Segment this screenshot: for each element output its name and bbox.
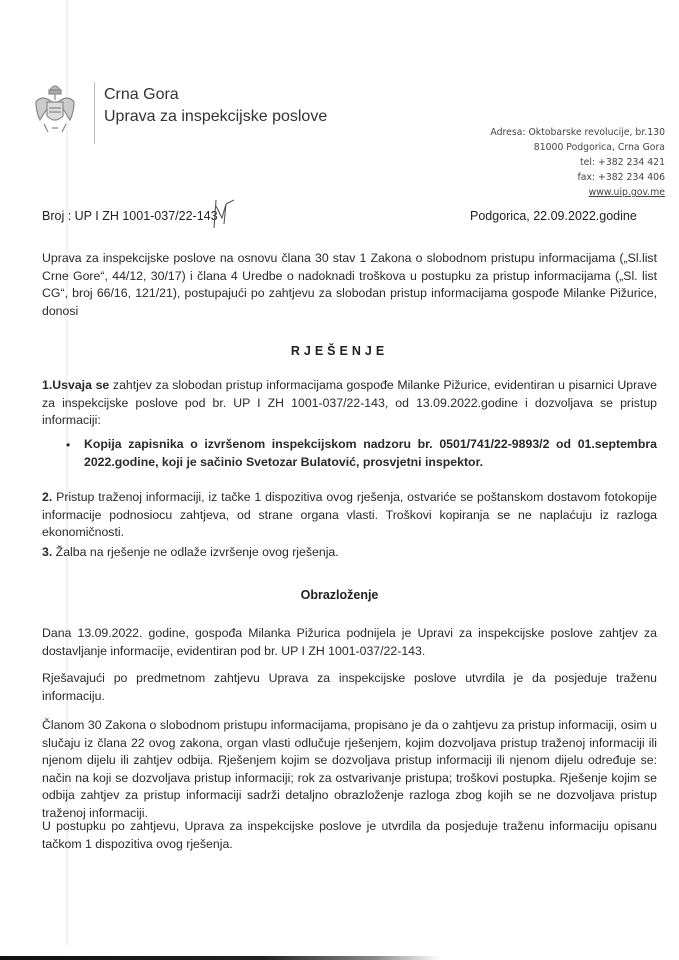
decision-title: RJEŠENJE [290,344,389,358]
item-3-lead: 3. [42,545,53,559]
city-line: 81000 Podgorica, Crna Gora [533,142,665,153]
item-2-lead: 2. [42,490,53,504]
item-1-lead: 1.Usvaja se [42,378,110,392]
fax-line: fax: +382 234 406 [577,172,665,183]
place-date: Podgorica, 22.09.2022.godine [470,209,637,223]
reference-number: Broj : UP I ZH 1001-037/22-143 [42,209,218,223]
phone-line: tel: +382 234 421 [580,157,665,168]
scan-edge-bar [0,956,440,960]
reasoning-paragraph-3: Članom 30 Zakona o slobodnom pristupu informacijama, propisano je da o zahtjevu za pristup informaciji, osim u slučaju iz člana 22 ovog zakona, organ vlasti odlučuje rješenjem, kojim dozvoljava pristup traženoj informaciji ili njenom dijelu ili zahtjev odbija. Rješenjem kojim se dozvoljava pristup informaciji ili njenom dijelu određuje se: način na koji se dozvoljava pristup informaciji; rok za ostvarivanje pristupa; troškovi postupka. Rješenje kojim se odbija zahtjev za pristup informaciji sadrži detaljno obrazloženje razloga zbog kojih se ne dozvoljava pristup traženoj informaciji. [42,718,657,820]
contact-block [425,125,665,200]
header-divider [94,82,95,144]
item-2-text: Pristup traženoj informaciji, iz tačke 1 dispozitiva ovog rješenja, ostvariće se poštanskom dostavom fotokopije informacije podnosiocu zahtjeva, od strane organa vlasti. Troškovi kopiranja se ne naplaćuju iz razloga ekonomičnosti. [42,490,657,539]
institution-name: Uprava za inspekcijske poslove [104,108,328,125]
intro-paragraph: Uprava za inspekcijske poslove na osnovu člana 30 stav 1 Zakona o slobodnom pristupu informacijama („Sl.list Crne Gore“, 44/12, 30/17) i člana 4 Uredbe o nadoknadi troškova u postupku za pristup informacijama („Sl. list CG“, broj 66/16, 121/21), postupajući po zahtjevu za slobodan pristup informacijama gospođe Milanke Pižurice, donosi [42,251,657,318]
address-line: Adresa: Oktobarske revolucije, br.130 [490,127,665,138]
reasoning-paragraph-4: U postupku po zahtjevu, Uprava za inspekcijske poslove je utvrdila da posjeduje traženu informaciju opisanu tačkom 1 dispozitiva ovog rješenja. [42,819,657,851]
website-link[interactable]: www.uip.gov.me [588,187,665,198]
reasoning-title: Obrazloženje [300,588,379,602]
decision-item-1 [42,377,657,430]
decision-bullet-item: Kopija zapisnika o izvršenom inspekcijskom nadzoru br. 0501/741/22-9893/2 od 01.septembra 2022.godine, koji je sačinio Svetozar Bulatović, prosvjetni inspektor. [84,437,657,469]
reasoning-paragraph-2: Rješavajući po predmetnom zahtjevu Uprava za inspekcijske poslove utvrdila je da posjeduje traženu informaciju. [42,671,657,703]
handwritten-mark-icon [208,196,238,230]
item-3-text: Žalba na rješenje ne odlaže izvršenje ovog rješenja. [52,545,339,559]
decision-item-3 [42,544,657,562]
coat-of-arms-icon [32,80,78,138]
decision-item-2 [42,489,657,542]
reasoning-paragraph-1: Dana 13.09.2022. godine, gospođa Milanka Pižurica podnijela je Upravi za inspekcijske poslove zahtjev za dostavljanje informacije, evidentiran pod br. UP I ZH 1001-037/22-143. [42,626,657,658]
bullet-icon: • [66,438,71,452]
country-name: Crna Gora [104,86,179,103]
item-1-text: zahtjev za slobodan pristup informacijama gospođe Milanke Pižurice, evidentiran u pisarnici Uprave za inspekcijske poslove pod br. UP I ZH 1001-037/22-143, od 13.09.2022.godine i dozvoljava se pristup informaciji: [42,378,657,427]
